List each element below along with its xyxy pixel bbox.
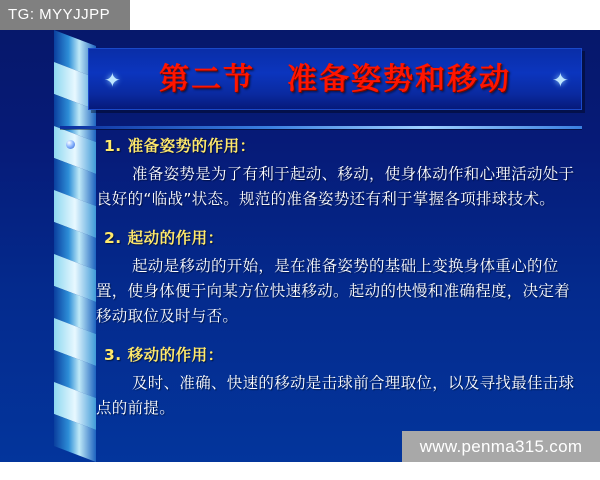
bottom-strip <box>0 462 600 480</box>
sparkle-left-icon: ✦ <box>104 70 121 92</box>
site-watermark: www.penma315.com <box>402 431 600 462</box>
slide-body <box>96 134 588 421</box>
tg-watermark-tag: TG: MYYJJPP <box>0 0 130 30</box>
block-paragraph: 准备姿势是为了有利于起动、移动，使身体动作和心理活动处于良好的“临战”状态。规范的准备姿势还有利于掌握各项排球技术。 <box>96 165 575 208</box>
page-title: 第二节 准备姿势和移动 <box>159 62 511 97</box>
sparkle-right-icon: ✦ <box>552 70 569 92</box>
content-block <box>96 226 588 329</box>
title-divider <box>60 126 582 129</box>
block-heading: 2. 起动的作用： <box>104 229 224 247</box>
content-block <box>96 134 588 212</box>
block-heading: 1. 准备姿势的作用： <box>104 137 256 155</box>
block-paragraph: 起动是移动的开始，是在准备姿势的基础上变换身体重心的位置，使身体便于向某方位快速移动。起动的快慢和准确程度，决定着移动取位及时与否。 <box>96 257 571 325</box>
content-block <box>96 343 588 421</box>
presentation-slide <box>0 30 600 462</box>
divider-bullet-icon <box>66 140 75 149</box>
block-heading: 3. 移动的作用： <box>104 346 224 364</box>
block-paragraph: 及时、准确、快速的移动是击球前合理取位，以及寻找最佳击球点的前提。 <box>96 374 575 417</box>
